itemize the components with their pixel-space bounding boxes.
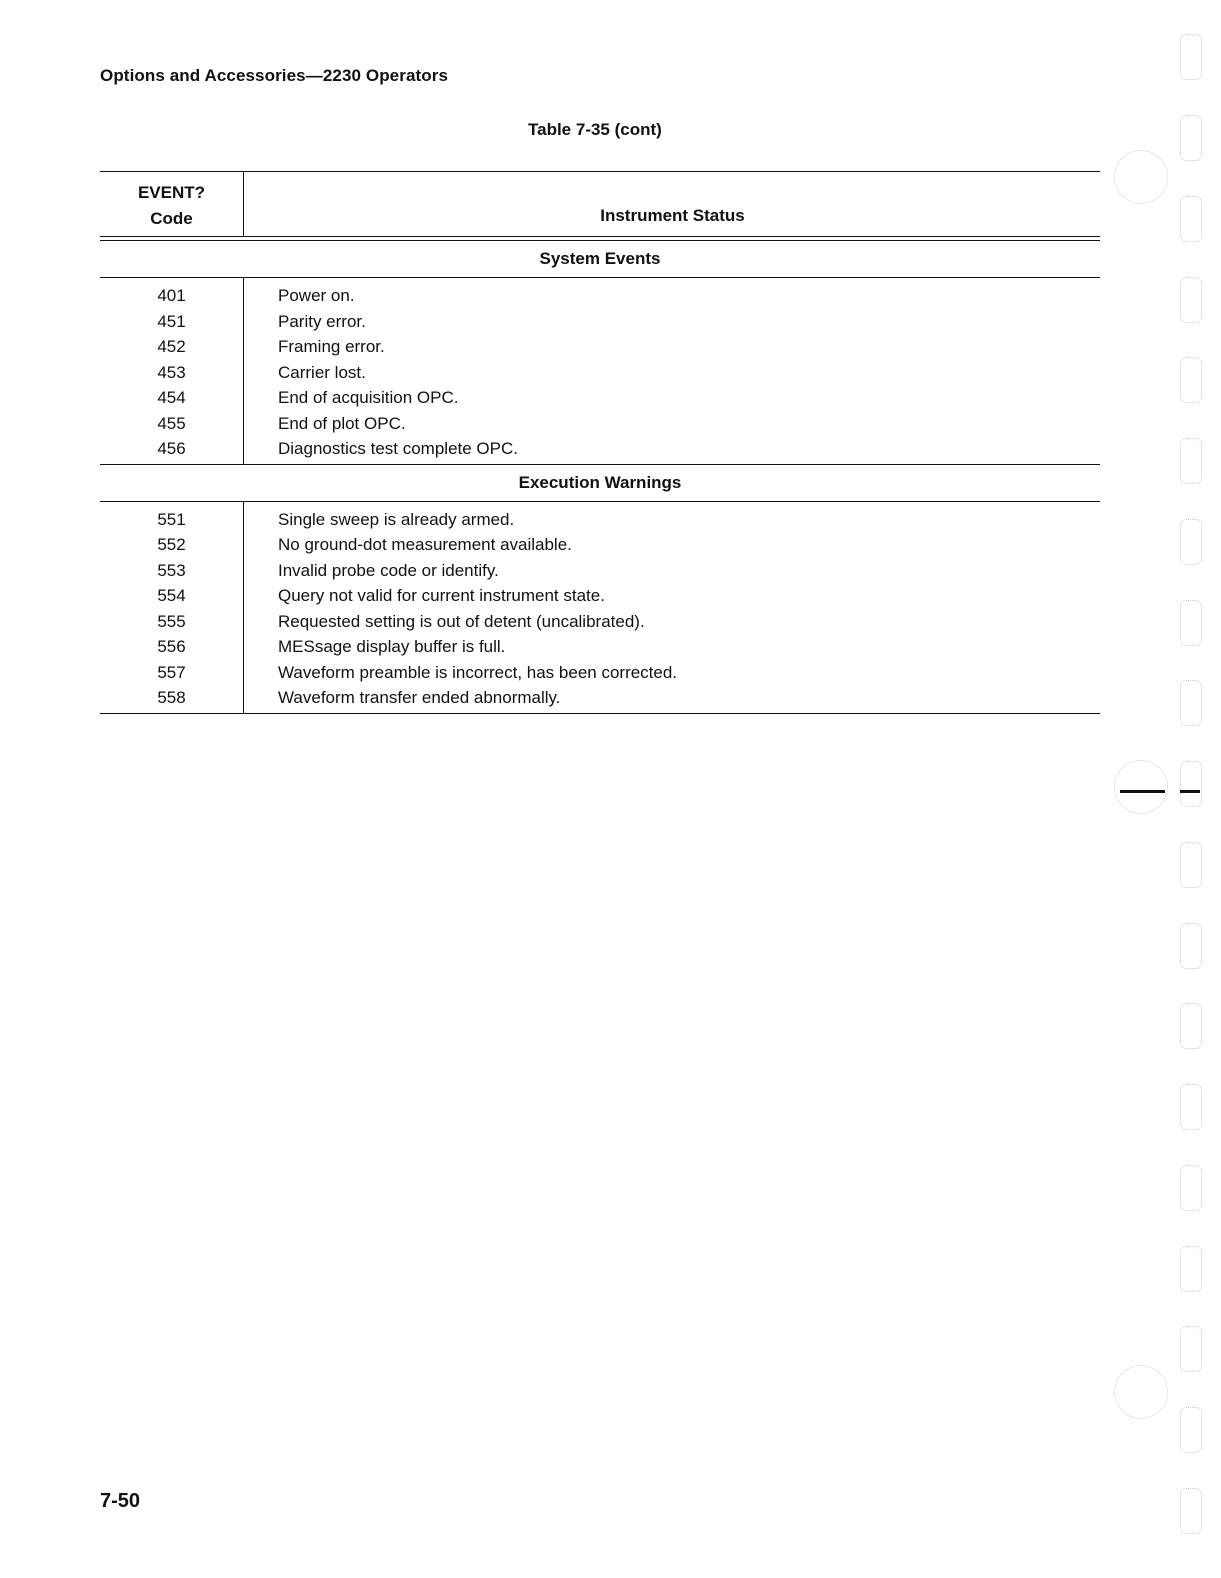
table-bottom-rule bbox=[100, 713, 1100, 714]
event-description: Single sweep is already armed. bbox=[278, 509, 515, 529]
event-description: Requested setting is out of detent (uncalibrated). bbox=[278, 611, 645, 631]
table-caption: Table 7-35 (cont) bbox=[528, 120, 662, 139]
binder-tab bbox=[1180, 1488, 1202, 1534]
binder-tab bbox=[1180, 1003, 1202, 1049]
table-row bbox=[100, 583, 1100, 609]
event-code: 556 bbox=[157, 637, 186, 656]
event-code: 453 bbox=[157, 362, 186, 382]
event-code: 451 bbox=[157, 311, 186, 331]
table-row bbox=[100, 411, 1100, 437]
event-code: 456 bbox=[157, 439, 186, 458]
binder-tab bbox=[1180, 196, 1202, 242]
section-rows-system-events bbox=[100, 278, 1100, 464]
binder-margin bbox=[1110, 0, 1221, 1578]
event-code: 553 bbox=[157, 560, 186, 580]
binder-tab bbox=[1180, 1407, 1202, 1453]
event-code: 454 bbox=[157, 388, 186, 407]
event-description: Waveform preamble is incorrect, has been corrected. bbox=[278, 662, 678, 682]
event-code: 555 bbox=[157, 611, 186, 631]
section-marker-bar bbox=[1120, 790, 1165, 793]
code-column-header bbox=[100, 180, 243, 232]
event-description: Power on. bbox=[278, 286, 355, 305]
table-header bbox=[100, 172, 1100, 236]
event-description: Query not valid for current instrument state. bbox=[278, 586, 605, 605]
event-description: Parity error. bbox=[278, 311, 366, 331]
binder-tab bbox=[1180, 519, 1202, 565]
binder-tab bbox=[1180, 357, 1202, 403]
event-description: Framing error. bbox=[278, 337, 385, 356]
section-title-execution-warnings: Execution Warnings bbox=[518, 472, 682, 492]
event-description: No ground-dot measurement available. bbox=[278, 535, 572, 554]
table-row bbox=[100, 532, 1100, 558]
table-row bbox=[100, 685, 1100, 711]
event-code: 455 bbox=[157, 413, 186, 433]
table-row bbox=[100, 436, 1100, 462]
binder-tab bbox=[1180, 842, 1202, 888]
code-header-line1: EVENT? bbox=[137, 183, 206, 202]
binder-tab bbox=[1180, 761, 1202, 807]
binder-tab bbox=[1180, 680, 1202, 726]
status-column-header: Instrument Status bbox=[600, 206, 745, 225]
event-code: 452 bbox=[157, 337, 186, 356]
table-row bbox=[100, 558, 1100, 584]
punch-hole bbox=[1114, 150, 1168, 204]
table-row bbox=[100, 309, 1100, 335]
punch-hole bbox=[1114, 760, 1168, 814]
binder-tab bbox=[1180, 1165, 1202, 1211]
event-description: Carrier lost. bbox=[278, 362, 366, 382]
running-head: Options and Accessories—2230 Operators bbox=[100, 66, 449, 85]
binder-tab bbox=[1180, 438, 1202, 484]
event-code: 558 bbox=[157, 688, 186, 707]
event-description: MESsage display buffer is full. bbox=[278, 637, 506, 656]
section-marker-bar bbox=[1180, 790, 1200, 793]
binder-tab bbox=[1180, 923, 1202, 969]
event-description: End of plot OPC. bbox=[278, 413, 406, 433]
section-rows-execution-warnings bbox=[100, 502, 1100, 713]
table-row bbox=[100, 507, 1100, 533]
event-code: 557 bbox=[157, 662, 186, 682]
binder-tab bbox=[1180, 600, 1202, 646]
event-code-table bbox=[100, 171, 1100, 714]
event-code: 551 bbox=[157, 509, 186, 529]
table-row bbox=[100, 609, 1100, 635]
event-code: 401 bbox=[157, 286, 186, 305]
event-code: 552 bbox=[157, 535, 186, 554]
event-description: Invalid probe code or identify. bbox=[278, 560, 499, 580]
event-description: End of acquisition OPC. bbox=[278, 388, 459, 407]
punch-hole bbox=[1114, 1365, 1168, 1419]
binder-tab bbox=[1180, 115, 1202, 161]
event-description: Diagnostics test complete OPC. bbox=[278, 439, 518, 458]
event-description: Waveform transfer ended abnormally. bbox=[278, 688, 561, 707]
table-row bbox=[100, 660, 1100, 686]
binder-tab bbox=[1180, 277, 1202, 323]
binder-tab bbox=[1180, 34, 1202, 80]
code-header-line2: Code bbox=[150, 209, 193, 228]
table-row bbox=[100, 334, 1100, 360]
binder-tab bbox=[1180, 1326, 1202, 1372]
table-row bbox=[100, 385, 1100, 411]
section-title-system-events: System Events bbox=[539, 249, 661, 268]
column-divider bbox=[243, 172, 244, 236]
table-row bbox=[100, 634, 1100, 660]
binder-tab bbox=[1180, 1246, 1202, 1292]
column-divider bbox=[243, 278, 244, 464]
column-divider bbox=[243, 502, 244, 713]
binder-tab bbox=[1180, 1084, 1202, 1130]
page-number: 7-50 bbox=[100, 1490, 141, 1512]
table-row bbox=[100, 283, 1100, 309]
table-row bbox=[100, 360, 1100, 386]
event-code: 554 bbox=[157, 586, 186, 605]
